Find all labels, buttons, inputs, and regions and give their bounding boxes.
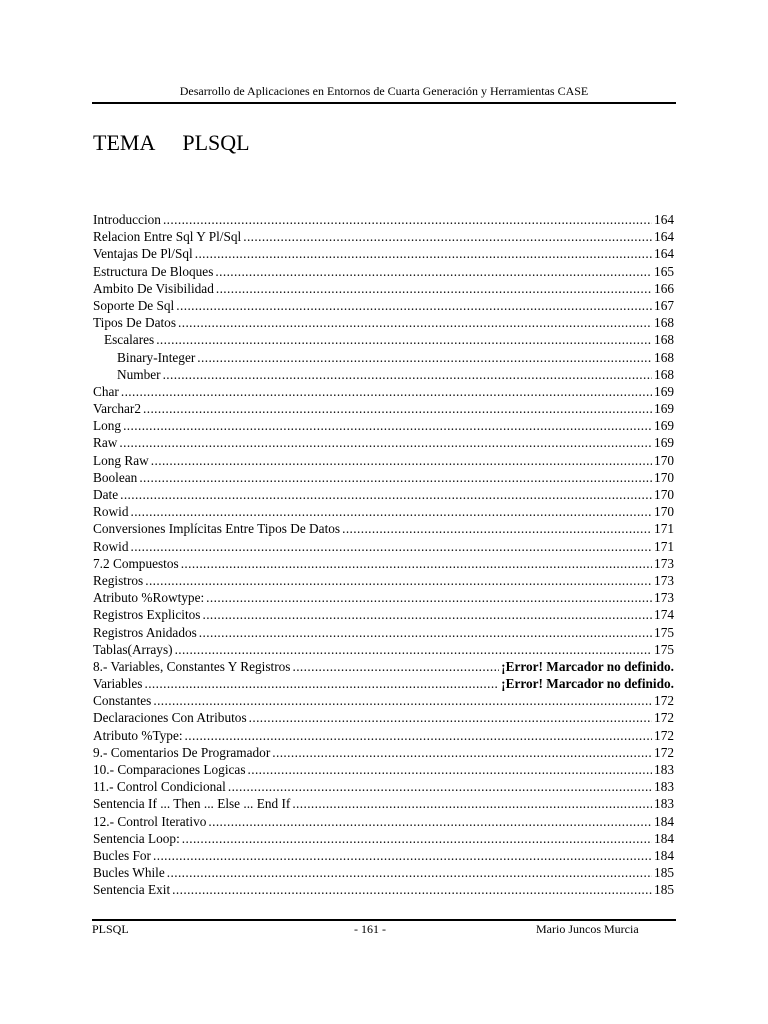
toc-entry[interactable] [93, 503, 674, 520]
toc-dot-leader [175, 641, 652, 658]
toc-dot-leader [176, 297, 652, 314]
toc-entry[interactable] [93, 709, 674, 726]
toc-entry-page: 184 [654, 813, 674, 829]
toc-entry-page: 164 [654, 246, 674, 262]
toc-entry-page: 169 [654, 435, 674, 451]
toc-entry[interactable] [93, 366, 674, 383]
toc-entry[interactable] [93, 331, 674, 348]
toc-entry-label: Sentencia Loop: [93, 830, 180, 846]
toc-entry-page: 184 [654, 830, 674, 846]
toc-dot-leader [292, 795, 652, 812]
toc-entry-label: Bucles For [93, 847, 151, 863]
toc-entry[interactable] [93, 314, 674, 331]
toc-entry-page: 169 [654, 418, 674, 434]
toc-entry-page: 172 [654, 727, 674, 743]
toc-entry[interactable] [93, 349, 674, 366]
toc-dot-leader [215, 263, 652, 280]
toc-entry-label: 10.- Comparaciones Logicas [93, 762, 246, 777]
toc-entry[interactable] [93, 606, 674, 623]
toc-entry[interactable] [93, 572, 674, 589]
toc-dot-leader [167, 864, 652, 881]
toc-entry[interactable] [93, 228, 674, 245]
toc-dot-leader [199, 624, 652, 641]
toc-entry-label: Long [93, 418, 122, 434]
toc-entry-label: Binary-Integer [117, 349, 196, 365]
toc-entry-page: 168 [654, 332, 674, 348]
toc-entry-page: 172 [654, 744, 674, 760]
toc-dot-leader [120, 486, 652, 503]
toc-entry[interactable] [93, 469, 674, 486]
toc-entry-page: 172 [654, 710, 674, 726]
toc-entry-page: 165 [654, 263, 674, 279]
table-of-contents [93, 211, 674, 899]
toc-entry[interactable] [93, 881, 674, 898]
toc-entry-page: 166 [654, 280, 674, 296]
toc-entry-label: Ventajas De Pl/Sql [93, 246, 193, 262]
toc-dot-leader [195, 245, 652, 262]
toc-dot-leader [202, 606, 652, 623]
toc-dot-leader [143, 400, 652, 417]
toc-entry-page: 185 [654, 882, 674, 898]
toc-entry-page: 183 [654, 779, 674, 795]
toc-entry[interactable] [93, 795, 674, 812]
toc-entry-label: 12.- Control Iterativo [93, 813, 207, 829]
toc-entry-page: 170 [654, 452, 674, 468]
toc-entry-label: Constantes [93, 693, 152, 709]
toc-entry-page: 168 [654, 366, 674, 382]
toc-entry-page: 170 [654, 487, 674, 502]
toc-entry-label: Rowid [93, 504, 129, 520]
toc-entry[interactable] [93, 830, 674, 847]
toc-entry-page: 175 [654, 624, 674, 640]
toc-entry[interactable] [93, 761, 674, 778]
toc-dot-leader [153, 847, 652, 864]
toc-entry[interactable] [93, 641, 674, 658]
toc-dot-leader [123, 417, 652, 434]
toc-dot-leader [181, 555, 652, 572]
toc-entry[interactable] [93, 263, 674, 280]
toc-entry[interactable] [93, 486, 674, 503]
toc-entry-page: 173 [654, 590, 674, 606]
toc-entry-label: Conversiones Implícitas Entre Tipos De Datos [93, 521, 341, 537]
toc-entry-label: Sentencia Exit [93, 882, 171, 898]
toc-entry[interactable] [93, 813, 674, 830]
toc-entry-label: Number [117, 366, 161, 382]
title-label: TEMA [93, 130, 156, 155]
footer-left: PLSQL [92, 922, 129, 936]
toc-entry[interactable] [93, 658, 674, 675]
title-subject: PLSQL [182, 130, 250, 155]
toc-entry-page: 169 [654, 401, 674, 417]
toc-entry-label: Sentencia If ... Then ... Else ... End If [93, 796, 291, 812]
toc-entry-label: Declaraciones Con Atributos [93, 710, 247, 726]
toc-dot-leader [144, 675, 499, 692]
header-rule [92, 102, 676, 104]
toc-entry-label: Atributo %Type: [93, 727, 183, 743]
toc-entry-label: Relacion Entre Sql Y Pl/Sql [93, 229, 242, 245]
toc-dot-leader [197, 349, 652, 366]
toc-entry-label: Bucles While [93, 865, 165, 881]
toc-dot-leader [163, 211, 652, 228]
toc-entry-label: 7.2 Compuestos [93, 555, 179, 571]
toc-entry-label: Rowid [93, 538, 129, 554]
toc-dot-leader [216, 280, 652, 297]
toc-entry-page: 183 [654, 762, 674, 777]
toc-entry[interactable] [93, 744, 674, 761]
toc-dot-leader [163, 366, 652, 383]
toc-entry[interactable] [93, 434, 674, 451]
toc-dot-leader [139, 469, 652, 486]
footer-rule [92, 919, 676, 921]
toc-dot-leader [249, 709, 652, 726]
toc-dot-leader [248, 761, 653, 778]
toc-dot-leader [145, 572, 652, 589]
toc-dot-leader [292, 658, 499, 675]
toc-entry[interactable] [93, 727, 674, 744]
toc-entry[interactable] [93, 624, 674, 641]
toc-entry-label: Registros [93, 572, 144, 588]
toc-entry[interactable] [93, 245, 674, 262]
toc-entry-label: Atributo %Rowtype: [93, 590, 205, 606]
page-title [93, 130, 250, 156]
toc-entry-page: 183 [654, 796, 674, 812]
toc-entry[interactable] [93, 520, 674, 537]
toc-dot-leader [208, 813, 652, 830]
toc-dot-leader [228, 778, 652, 795]
toc-entry[interactable] [93, 417, 674, 434]
toc-entry-page: 164 [654, 229, 674, 245]
toc-entry[interactable] [93, 280, 674, 297]
toc-entry-page: 168 [654, 315, 674, 331]
toc-entry-page: 170 [654, 504, 674, 520]
footer-author: Mario Juncos Murcia [536, 922, 639, 936]
toc-entry-label: Registros Anidados [93, 624, 197, 640]
toc-entry-label: Escalares [104, 332, 155, 348]
toc-entry[interactable] [93, 864, 674, 881]
toc-entry[interactable] [93, 297, 674, 314]
toc-entry-page: ¡Error! Marcador no definido. [501, 676, 674, 692]
toc-entry-page: 164 [654, 212, 674, 227]
toc-entry-label: Ambito De Visibilidad [93, 280, 214, 296]
toc-dot-leader [178, 314, 652, 331]
toc-dot-leader [185, 727, 653, 744]
toc-entry-label: Registros Explicitos [93, 607, 201, 623]
toc-dot-leader [151, 452, 652, 469]
toc-entry[interactable] [93, 847, 674, 864]
toc-entry-page: ¡Error! Marcador no definido. [501, 658, 674, 674]
toc-entry[interactable] [93, 589, 674, 606]
toc-dot-leader [172, 881, 652, 898]
toc-entry-label: Tablas(Arrays) [93, 641, 173, 657]
toc-dot-leader [342, 520, 652, 537]
toc-entry-label: Long Raw [93, 452, 149, 468]
toc-entry-page: 184 [654, 847, 674, 863]
toc-entry-label: Char [93, 383, 119, 399]
toc-entry-page: 173 [654, 572, 674, 588]
toc-entry[interactable] [93, 538, 674, 555]
toc-entry-label: Raw [93, 435, 118, 451]
toc-entry-page: 172 [654, 693, 674, 709]
toc-entry-label: Variables [93, 676, 143, 692]
toc-entry-label: Date [93, 487, 119, 502]
toc-dot-leader [243, 228, 652, 245]
toc-entry-page: 167 [654, 297, 674, 313]
toc-dot-leader [206, 589, 652, 606]
toc-entry[interactable] [93, 383, 674, 400]
toc-entry-label: Introduccion [93, 212, 161, 227]
toc-entry[interactable] [93, 555, 674, 572]
toc-entry[interactable] [93, 675, 674, 692]
toc-dot-leader [156, 331, 652, 348]
toc-entry-label: 8.- Variables, Constantes Y Registros [93, 658, 291, 674]
toc-entry-label: Tipos De Datos [93, 315, 176, 331]
toc-entry-page: 168 [654, 349, 674, 365]
toc-entry[interactable] [93, 692, 674, 709]
toc-entry-label: Varchar2 [93, 401, 141, 417]
toc-entry-label: 11.- Control Condicional [93, 779, 226, 795]
toc-dot-leader [272, 744, 652, 761]
toc-entry-label: Estructura De Bloques [93, 263, 214, 279]
toc-entry-page: 173 [654, 555, 674, 571]
running-header: Desarrollo de Aplicaciones en Entornos de Cuarta Generación y Herramientas CASE [179, 84, 589, 98]
toc-entry-label: Boolean [93, 469, 138, 485]
toc-entry-page: 170 [654, 469, 674, 485]
toc-entry-page: 185 [654, 865, 674, 881]
toc-entry-page: 171 [654, 538, 674, 554]
toc-dot-leader [153, 692, 652, 709]
toc-entry-page: 171 [654, 521, 674, 537]
toc-entry-page: 169 [654, 383, 674, 399]
toc-dot-leader [121, 383, 652, 400]
toc-entry-label: Soporte De Sql [93, 297, 175, 313]
toc-entry-label: 9.- Comentarios De Programador [93, 744, 271, 760]
toc-dot-leader [182, 830, 652, 847]
page-number: - 161 - [354, 922, 386, 936]
toc-entry[interactable] [93, 452, 674, 469]
toc-entry-page: 175 [654, 641, 674, 657]
toc-dot-leader [119, 434, 652, 451]
toc-entry[interactable] [93, 211, 674, 228]
toc-entry[interactable] [93, 778, 674, 795]
toc-entry[interactable] [93, 400, 674, 417]
toc-dot-leader [130, 538, 652, 555]
toc-dot-leader [130, 503, 652, 520]
toc-entry-page: 174 [654, 607, 674, 623]
